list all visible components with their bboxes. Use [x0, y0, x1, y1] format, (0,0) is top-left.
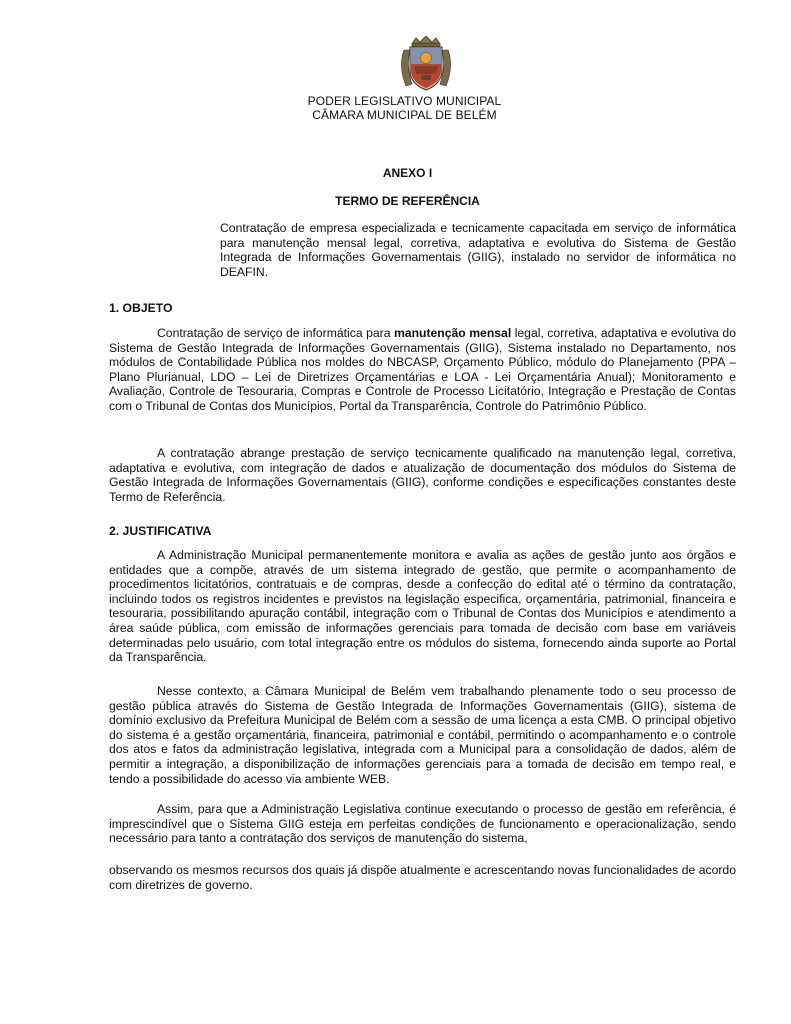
justificativa-paragraph-1: [109, 548, 736, 665]
header-city-council: CÂMARA MUNICIPAL DE BELÉM: [312, 108, 497, 122]
annex-title: ANEXO I: [382, 166, 433, 180]
objeto-paragraph-2: [109, 446, 736, 504]
intro-paragraph-block: [220, 221, 736, 279]
justificativa-p2-text: Nesse contexto, a Câmara Municipal de Belém vem trabalhando plenamente todo o seu processo de gestão pública através do Sistema de Gestão Integrada de Informações Governamentais (GIIG), sistema de domínio exclusivo da Prefeitura Municipal de Belém com a sessão de uma licença a esta CMB. O principal objetivo do sistema é a gestão orçamentária, financeira, patrimonial e contábil, permitindo o acompanhamento e o controle dos atos e fatos da administração legislativa, integrada com a Municipal para a consolidação de dados, além de permitir a integração, a disponibilização de informações gerenciais para a tomada de decisão em tempo real, e tendo a possibilidade do acesso via ambiente WEB.: [109, 684, 736, 786]
objeto-p1-bold: manutenção mensal: [393, 326, 512, 340]
justificativa-p3-text: Assim, para que a Administração Legislativa continue executando o processo de gestão em referência, é imprescindível que o Sistema GIIG esteja em perfeitas condições de funcionamento e operacionalização, sendo necessário para tanto a contratação dos serviços de manutenção do sistema,: [109, 802, 736, 846]
term-of-reference-title: TERMO DE REFERÊNCIA: [335, 194, 480, 208]
objeto-p1-end: legal, corretiva, adaptativa e evolutiva do Sistema de Gestão Integrada de Informações Governamentais (GIIG), Sistema instalado no Departamento, nos módulos de Contabilidade Pública nos moldes do NBCASP, Orçamento Público, módulo do Planejamento (PPA – Plano Plurianual, LDO – Lei de Diretrizes Orçamentárias e LOA - Lei Orçamentária Anual); Monitoramento e Avaliação, Controle de Tesouraria, Compras e Controle de Processo Licitatório, Integração e Prestação de Contas com o Tribunal de Contas dos Municípios, Portal da Transparência, Controle do Patrimônio Público.: [109, 326, 736, 413]
section-heading-justificativa: 2. JUSTIFICATIVA: [109, 524, 212, 538]
justificativa-paragraph-2: [109, 684, 736, 786]
justificativa-paragraph-4: [109, 863, 736, 892]
objeto-paragraph-1: [109, 326, 736, 414]
header-legislative-power: PODER LEGISLATIVO MUNICIPAL: [307, 94, 502, 108]
section-heading-objeto: 1. OBJETO: [109, 301, 173, 315]
justificativa-p1-text: A Administração Municipal permanentemente monitora e avalia as ações de gestão junto aos órgãos e entidades que a compõe, através de um sistema integrado de gestão, que permite o acompanhamento de procedimentos licitatórios, contratuais e de compras, desde a confecção do edital até o término da contratação, incluindo todos os registros incidentes e previstos na legislação especifica, orçamentária, patrimonial, financeira e tesouraria, possibilitando apuração contábil, integração com o Tribunal de Contas dos Municípios e atendimento a área saúde pública, com emissão de informações gerenciais para tomada de decisão com base em variáveis determinadas pelo usuário, com total integração entre os módulos do sistema, fornecendo ainda suporte ao Portal da Transparência.: [109, 548, 736, 665]
intro-paragraph: Contratação de empresa especializada e tecnicamente capacitada em serviço de informática para manutenção mensal legal, corretiva, adaptativa e evolutiva do Sistema de Gestão Integrada de Informações Governamentais (GIIG), instalado no servidor de informática no DEAFIN.: [220, 221, 736, 279]
objeto-p1-start: Contratação de serviço de informática para: [157, 326, 394, 340]
objeto-p2-text: A contratação abrange prestação de serviço tecnicamente qualificado na manutenção legal, corretiva, adaptativa e evolutiva, com integração de dados e atualização de documentação dos módulos do Sistema de Gestão Integrada de Informações Governamentais (GIIG), conforme condições e especificações constantes deste Termo de Referência.: [109, 446, 736, 504]
justificativa-p4-text: observando os mesmos recursos dos quais já dispõe atualmente e acrescentando novas funcionalidades de acordo com diretrizes de governo.: [109, 863, 736, 892]
justificativa-paragraph-3: [109, 802, 736, 846]
coat-of-arms-icon: [390, 36, 462, 92]
